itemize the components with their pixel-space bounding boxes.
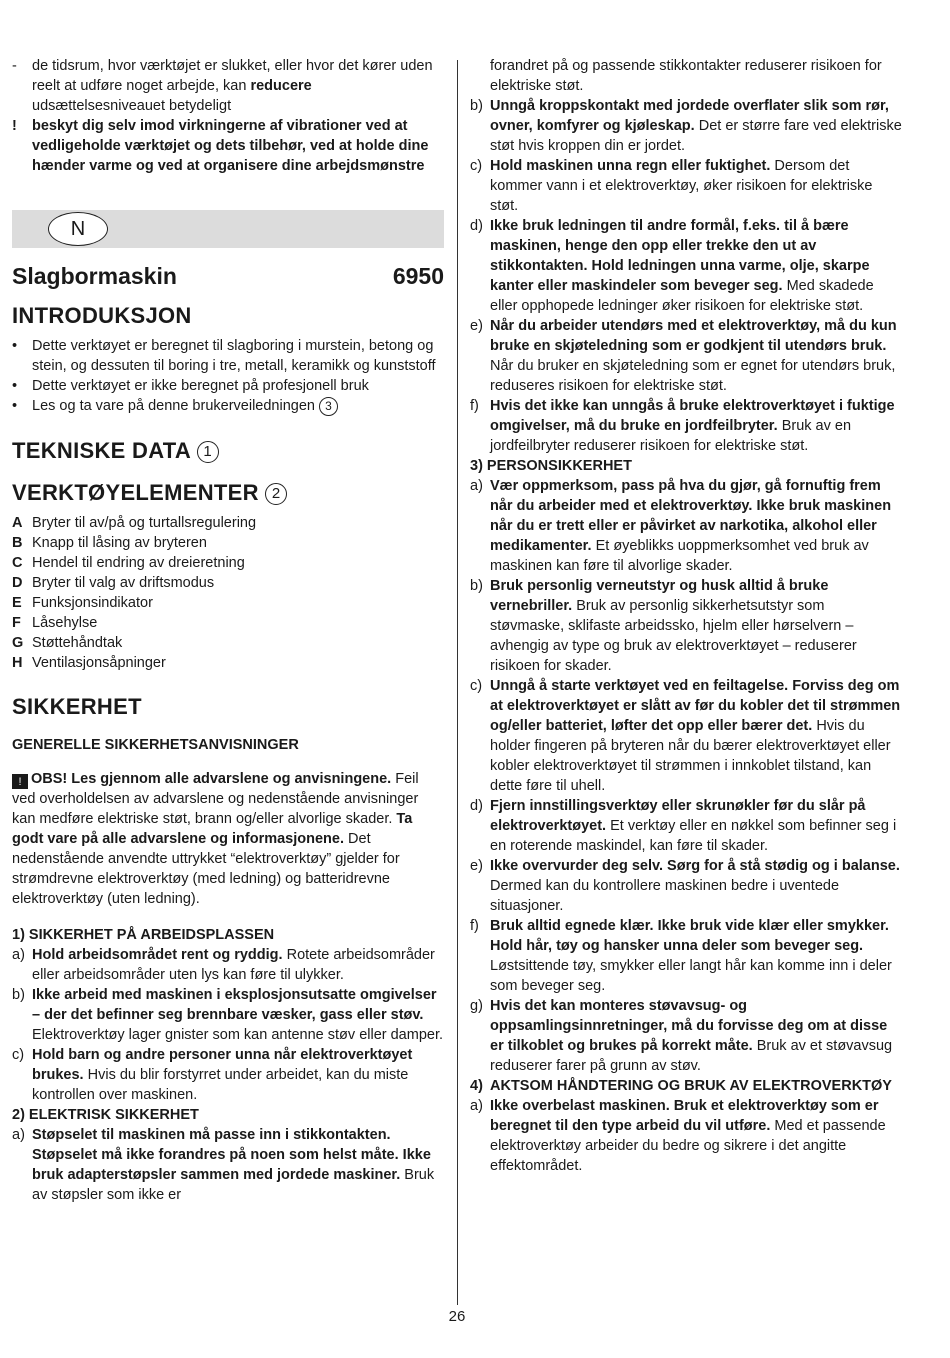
product-title: Slagbormaskin <box>12 263 177 289</box>
item-text <box>490 476 902 576</box>
workplace-safety-list <box>12 945 444 1105</box>
note-text <box>32 56 444 116</box>
item-marker: f) <box>470 918 479 934</box>
element-name: Ventilasjonsåpninger <box>32 655 166 671</box>
product-title-row <box>12 262 444 290</box>
bullet-text: Dette verktøyet er ikke beregnet på profesjonell bruk <box>32 378 369 394</box>
note-segment: beskyt dig selv imod virkningerne af vibrationer ved at vedligeholde værktøjet og dets tilbehør, ved at holde dine hænder varme og ved at organisere dine arbejdsmønstre <box>32 118 429 174</box>
item-marker: a) <box>470 1098 483 1114</box>
tool-elements-ref: 2 <box>265 483 287 505</box>
safety-item <box>470 96 902 156</box>
item-rule: Hvis det kan monteres støvavsug- og oppsamlingsinnretninger, må du forvisse deg om at disse er tilkoblet og brukes på korrekt måte. <box>490 998 888 1054</box>
element-letter: A <box>12 515 23 531</box>
tool-element-item <box>12 513 444 533</box>
item-marker: a) <box>12 947 25 963</box>
tool-element-item <box>12 553 444 573</box>
tech-data-ref: 1 <box>197 441 219 463</box>
item-explanation: Et øyeblikks uoppmerksomhet ved bruk av maskinen kan føre til alvorlige skader. <box>490 538 869 574</box>
personal-safety-heading: 3) PERSONSIKKERHET <box>470 458 632 474</box>
element-name: Låsehylse <box>32 615 98 631</box>
intro-bullet <box>12 336 444 376</box>
tech-data-heading <box>12 437 444 465</box>
item-marker: g) <box>470 998 483 1014</box>
tool-handling-heading <box>470 1076 902 1096</box>
item-rule: Vær oppmerksom, pass på hva du gjør, gå fornuftig frem når du arbeider med et elektroverktøy. Ikke bruk maskinen når du er trett eller er påvirket av narkotika, alkohol eller medikamenter. <box>490 478 892 554</box>
item-explanation: Elektroverktøy lager gnister som kan antenne støv eller damper. <box>32 1027 444 1043</box>
electrical-safety-list-cont <box>470 96 902 456</box>
tool-element-item <box>12 593 444 613</box>
item-explanation: Dermed kan du kontrollere maskinen bedre i uventede situasjoner. <box>490 878 840 914</box>
item-text <box>490 676 902 796</box>
safety-heading: SIKKERHET <box>12 694 142 719</box>
note-text <box>32 116 444 176</box>
vibration-notes <box>12 56 444 176</box>
tool-handling-title: AKTSOM HÅNDTERING OG BRUK AV ELEKTROVERKTØY <box>490 1078 892 1094</box>
element-name: Funksjonsindikator <box>32 595 153 611</box>
item-explanation: Bruk av støpsler som ikke er <box>32 1167 435 1203</box>
intro-bullet-text <box>32 376 444 396</box>
element-letter: C <box>12 555 23 571</box>
intro-bullet-list <box>12 336 444 416</box>
vibration-note <box>12 116 444 176</box>
item-marker: e) <box>470 858 483 874</box>
bullet-text: Les og ta vare på denne brukerveiledningen <box>32 398 315 414</box>
safety-item <box>12 1125 444 1205</box>
safety-item <box>470 916 902 996</box>
element-letter: F <box>12 615 21 631</box>
tool-element-item <box>12 653 444 673</box>
note-segment: de tidsrum, hvor værktøjet er slukket, eller hvor det kører uden reelt at udføre noget arbejde, kan <box>32 58 433 94</box>
column-divider <box>457 60 458 1305</box>
item-text <box>32 1125 444 1205</box>
item-marker: b) <box>470 578 483 594</box>
item-marker: c) <box>12 1047 25 1063</box>
item-rule: Unngå kroppskontakt med jordede overflater slik som rør, ovner, komfyrer og kjøleskap. <box>490 98 889 134</box>
note-segment: udsættelsesniveauet betydeligt <box>32 98 232 114</box>
item-text <box>490 796 902 856</box>
item-marker: a) <box>12 1127 25 1143</box>
tool-element-item <box>12 633 444 653</box>
intro-heading: INTRODUKSJON <box>12 303 192 328</box>
item-explanation: Løstsittende tøy, smykker eller langt hår kan komme inn i deler som beveger seg. <box>490 958 892 994</box>
safety-item <box>470 856 902 916</box>
tool-elements-title: VERKTØYELEMENTER <box>12 480 259 505</box>
element-name: Knapp til låsing av bryteren <box>32 535 207 551</box>
bullet-dot-icon: • <box>12 378 18 394</box>
safety-item <box>470 1096 902 1176</box>
item-rule: Bruk personlig verneutstyr og husk alltid å bruke vernebriller. <box>490 578 829 614</box>
warning-segment: Det nedenstående anvendte uttrykket “elektroverktøy” gjelder for strømdrevne elektroverktøy (med ledning) og batteridrevne elektroverktøy (uten ledning). <box>12 831 400 907</box>
bullet-dot-icon: • <box>12 338 18 354</box>
safety-item <box>470 676 902 796</box>
item-text <box>32 945 444 985</box>
section-number: 4) <box>470 1078 483 1094</box>
item-marker: f) <box>470 398 479 414</box>
item-explanation: Hvis du holder fingeren på bryteren når du bærer elektroverktøyet eller kobler elektroverktøyet til strømmen i innkoblet tilstand, kan dette føre til uhell. <box>490 718 891 794</box>
item-explanation: Bruk av en jordfeilbryter reduserer risikoen for elektriske støt. <box>490 418 852 454</box>
element-letter: G <box>12 635 24 651</box>
item-marker: c) <box>470 158 483 174</box>
element-name: Hendel til endring av dreieretning <box>32 555 245 571</box>
warning-triangle-icon: ! <box>12 774 28 789</box>
item-marker: a) <box>470 478 483 494</box>
item-text <box>490 156 902 216</box>
item-rule: Fjern innstillingsverktøy eller skrunøkler før du slår på elektroverktøyet. <box>490 798 866 834</box>
item-explanation: Bruk av et støvavsug reduserer farer på grunn av støv. <box>490 1038 893 1074</box>
intro-bullet <box>12 396 444 416</box>
safety-item <box>470 316 902 396</box>
item-rule: Unngå å starte verktøyet ved en feiltagelse. Forviss deg om at elektroverktøyet er slått av før du kobler det til strømmen og/eller batteriet, løfter det opp eller bærer det. <box>490 678 901 734</box>
element-name: Støttehåndtak <box>32 635 123 651</box>
item-explanation: Hvis du blir forstyrret under arbeidet, kan du miste kontrollen over maskinen. <box>32 1067 409 1103</box>
safety-item <box>470 396 902 456</box>
tool-element-item <box>12 533 444 553</box>
left-column <box>12 56 444 1205</box>
intro-bullet-text <box>32 396 444 416</box>
item-rule: Støpselet til maskinen må passe inn i stikkontakten. Støpselet må ikke forandres på noen som helst måte. Ikke bruk adapterstøpsler sammen med jordede maskiner. <box>32 1127 431 1183</box>
safety-item <box>12 1045 444 1105</box>
item-rule: Hold maskinen unna regn eller fuktighet. <box>490 158 771 174</box>
bullet-text: Dette verktøyet er beregnet til slagboring i murstein, betong og stein, og dessuten til boring i tre, metall, keramikk og kunststoff <box>32 338 436 374</box>
item-text <box>490 856 902 916</box>
warning-paragraph <box>12 769 444 909</box>
safety-item <box>470 156 902 216</box>
note-marker: ! <box>12 118 17 134</box>
item-text <box>490 576 902 676</box>
intro-bullet <box>12 376 444 396</box>
item-explanation: Bruk av personlig sikkerhetsutstyr som støvmaske, sklifaste arbeidssko, hjelm eller hørselvern – avhengig av type og bruk av elektroverktøyet – reduserer risikoen for skader. <box>490 598 857 674</box>
item-rule: Hold barn og andre personer unna når elektroverktøyet brukes. <box>32 1047 413 1083</box>
item-rule: Ikke overvurder deg selv. Sørg for å stå stødig og i balanse. <box>490 858 900 874</box>
item-rule: Når du arbeider utendørs med et elektroverktøy, må du kun bruke en skjøteledning som er godkjent til utendørs bruk. <box>490 318 897 354</box>
item-text <box>490 96 902 156</box>
personal-safety-list <box>470 476 902 1076</box>
tool-element-item <box>12 613 444 633</box>
item-rule: Ikke bruk ledningen til andre formål, f.eks. til å bære maskinen, henge den opp eller trekke den ut av stikkontakten. Hold ledningen unna varme, olje, skarpe kanter eller maskindeler som beveger seg. <box>490 218 870 294</box>
language-badge: N <box>48 212 108 246</box>
item-text <box>490 216 902 316</box>
electrical-safety-list-start <box>12 1125 444 1205</box>
item-text <box>490 916 902 996</box>
safety-item <box>12 985 444 1045</box>
safety-item <box>470 476 902 576</box>
item-text <box>490 996 902 1076</box>
item-rule: Ikke arbeid med maskinen i eksplosjonsutsatte omgivelser – der det befinner seg brennbare væsker, gass eller støv. <box>32 987 437 1023</box>
item-rule: Hvis det ikke kan unngås å bruke elektroverktøyet i fuktige omgivelser, må du bruke en jordfeilbryter. <box>490 398 895 434</box>
intro-bullet-text <box>32 336 444 376</box>
right-column <box>470 56 902 1176</box>
general-safety-heading: GENERELLE SIKKERHETSANVISNINGER <box>12 737 299 753</box>
item-rule: Ikke overbelast maskinen. Bruk et elektroverktøy som er beregnet til den type arbeid du vil utføre. <box>490 1098 879 1134</box>
item-explanation: Når du bruker en skjøteledning som er egnet for utendørs bruk, reduseres risikoen for elektriske støt. <box>490 358 896 394</box>
item-text <box>490 396 902 456</box>
element-name: Bryter til av/på og turtallsregulering <box>32 515 257 531</box>
workplace-safety-heading: 1) SIKKERHET PÅ ARBEIDSPLASSEN <box>12 927 275 943</box>
electrical-safety-heading: 2) ELEKTRISK SIKKERHET <box>12 1107 199 1123</box>
note-marker: - <box>12 58 17 74</box>
item-marker: d) <box>470 798 483 814</box>
language-bar <box>12 210 444 248</box>
element-letter: E <box>12 595 22 611</box>
item-explanation: Med et passende elektroverktøy arbeider du bedre og sikrere i det angitte effektområdet. <box>490 1118 886 1174</box>
bullet-dot-icon: • <box>12 398 18 414</box>
item-rule: Hold arbeidsområdet rent og ryddig. <box>32 947 283 963</box>
manual-ref: 3 <box>319 397 338 416</box>
element-letter: B <box>12 535 23 551</box>
page-number: 26 <box>448 1308 466 1325</box>
tool-element-item <box>12 573 444 593</box>
element-letter: H <box>12 655 23 671</box>
item-marker: b) <box>470 98 483 114</box>
element-name: Bryter til valg av driftsmodus <box>32 575 215 591</box>
item-text <box>490 1096 902 1176</box>
tool-handling-list <box>470 1096 902 1176</box>
safety-item <box>470 796 902 856</box>
item-explanation: Det er større fare ved elektriske støt hvis kroppen din er jordet. <box>490 118 902 154</box>
item-marker: d) <box>470 218 483 234</box>
item-explanation: Rotete arbeidsområder eller arbeidsområder uten lys kan føre til ulykker. <box>32 947 435 983</box>
tool-elements-list <box>12 513 444 673</box>
vibration-note <box>12 56 444 116</box>
item-marker: b) <box>12 987 25 1003</box>
warning-segment: Feil ved overholdelsen av advarslene og nedenstående anvisninger kan medføre elektriske støt, brann og/eller alvorlige skader. <box>12 771 419 827</box>
item-marker: e) <box>470 318 483 334</box>
warning-segment: Ta godt vare på alle advarslene og informasjonene. <box>12 811 413 847</box>
item-explanation: Et verktøy eller en nøkkel som befinner seg i en roterende maskindel, kan føre til skader. <box>490 818 897 854</box>
safety-item <box>470 576 902 676</box>
item-text <box>490 316 902 396</box>
element-letter: D <box>12 575 23 591</box>
product-number: 6950 <box>392 263 444 289</box>
safety-item <box>470 996 902 1076</box>
warning-segment: OBS! Les gjennom alle advarslene og anvisningene. <box>31 771 392 787</box>
item-text <box>32 1045 444 1105</box>
tech-data-title: TEKNISKE DATA <box>12 438 191 463</box>
item-explanation: Med skadede eller opphopede ledninger øker risikoen for elektriske støt. <box>490 278 874 314</box>
safety-item <box>12 945 444 985</box>
item-rule: Bruk alltid egnede klær. Ikke bruk vide klær eller smykker. Hold hår, tøy og hansker unna deler som beveger seg. <box>490 918 889 954</box>
item-marker: c) <box>470 678 483 694</box>
tool-elements-heading <box>12 479 444 507</box>
note-segment: reducere <box>250 78 312 94</box>
item-explanation: Dersom det kommer vann i et elektroverktøy, øker risikoen for elektriske støt. <box>490 158 873 214</box>
continued-text: forandret på og passende stikkontakter reduserer risikoen for elektriske støt. <box>490 58 882 94</box>
item-text <box>32 985 444 1045</box>
safety-item <box>470 216 902 316</box>
warning-text <box>12 771 419 907</box>
